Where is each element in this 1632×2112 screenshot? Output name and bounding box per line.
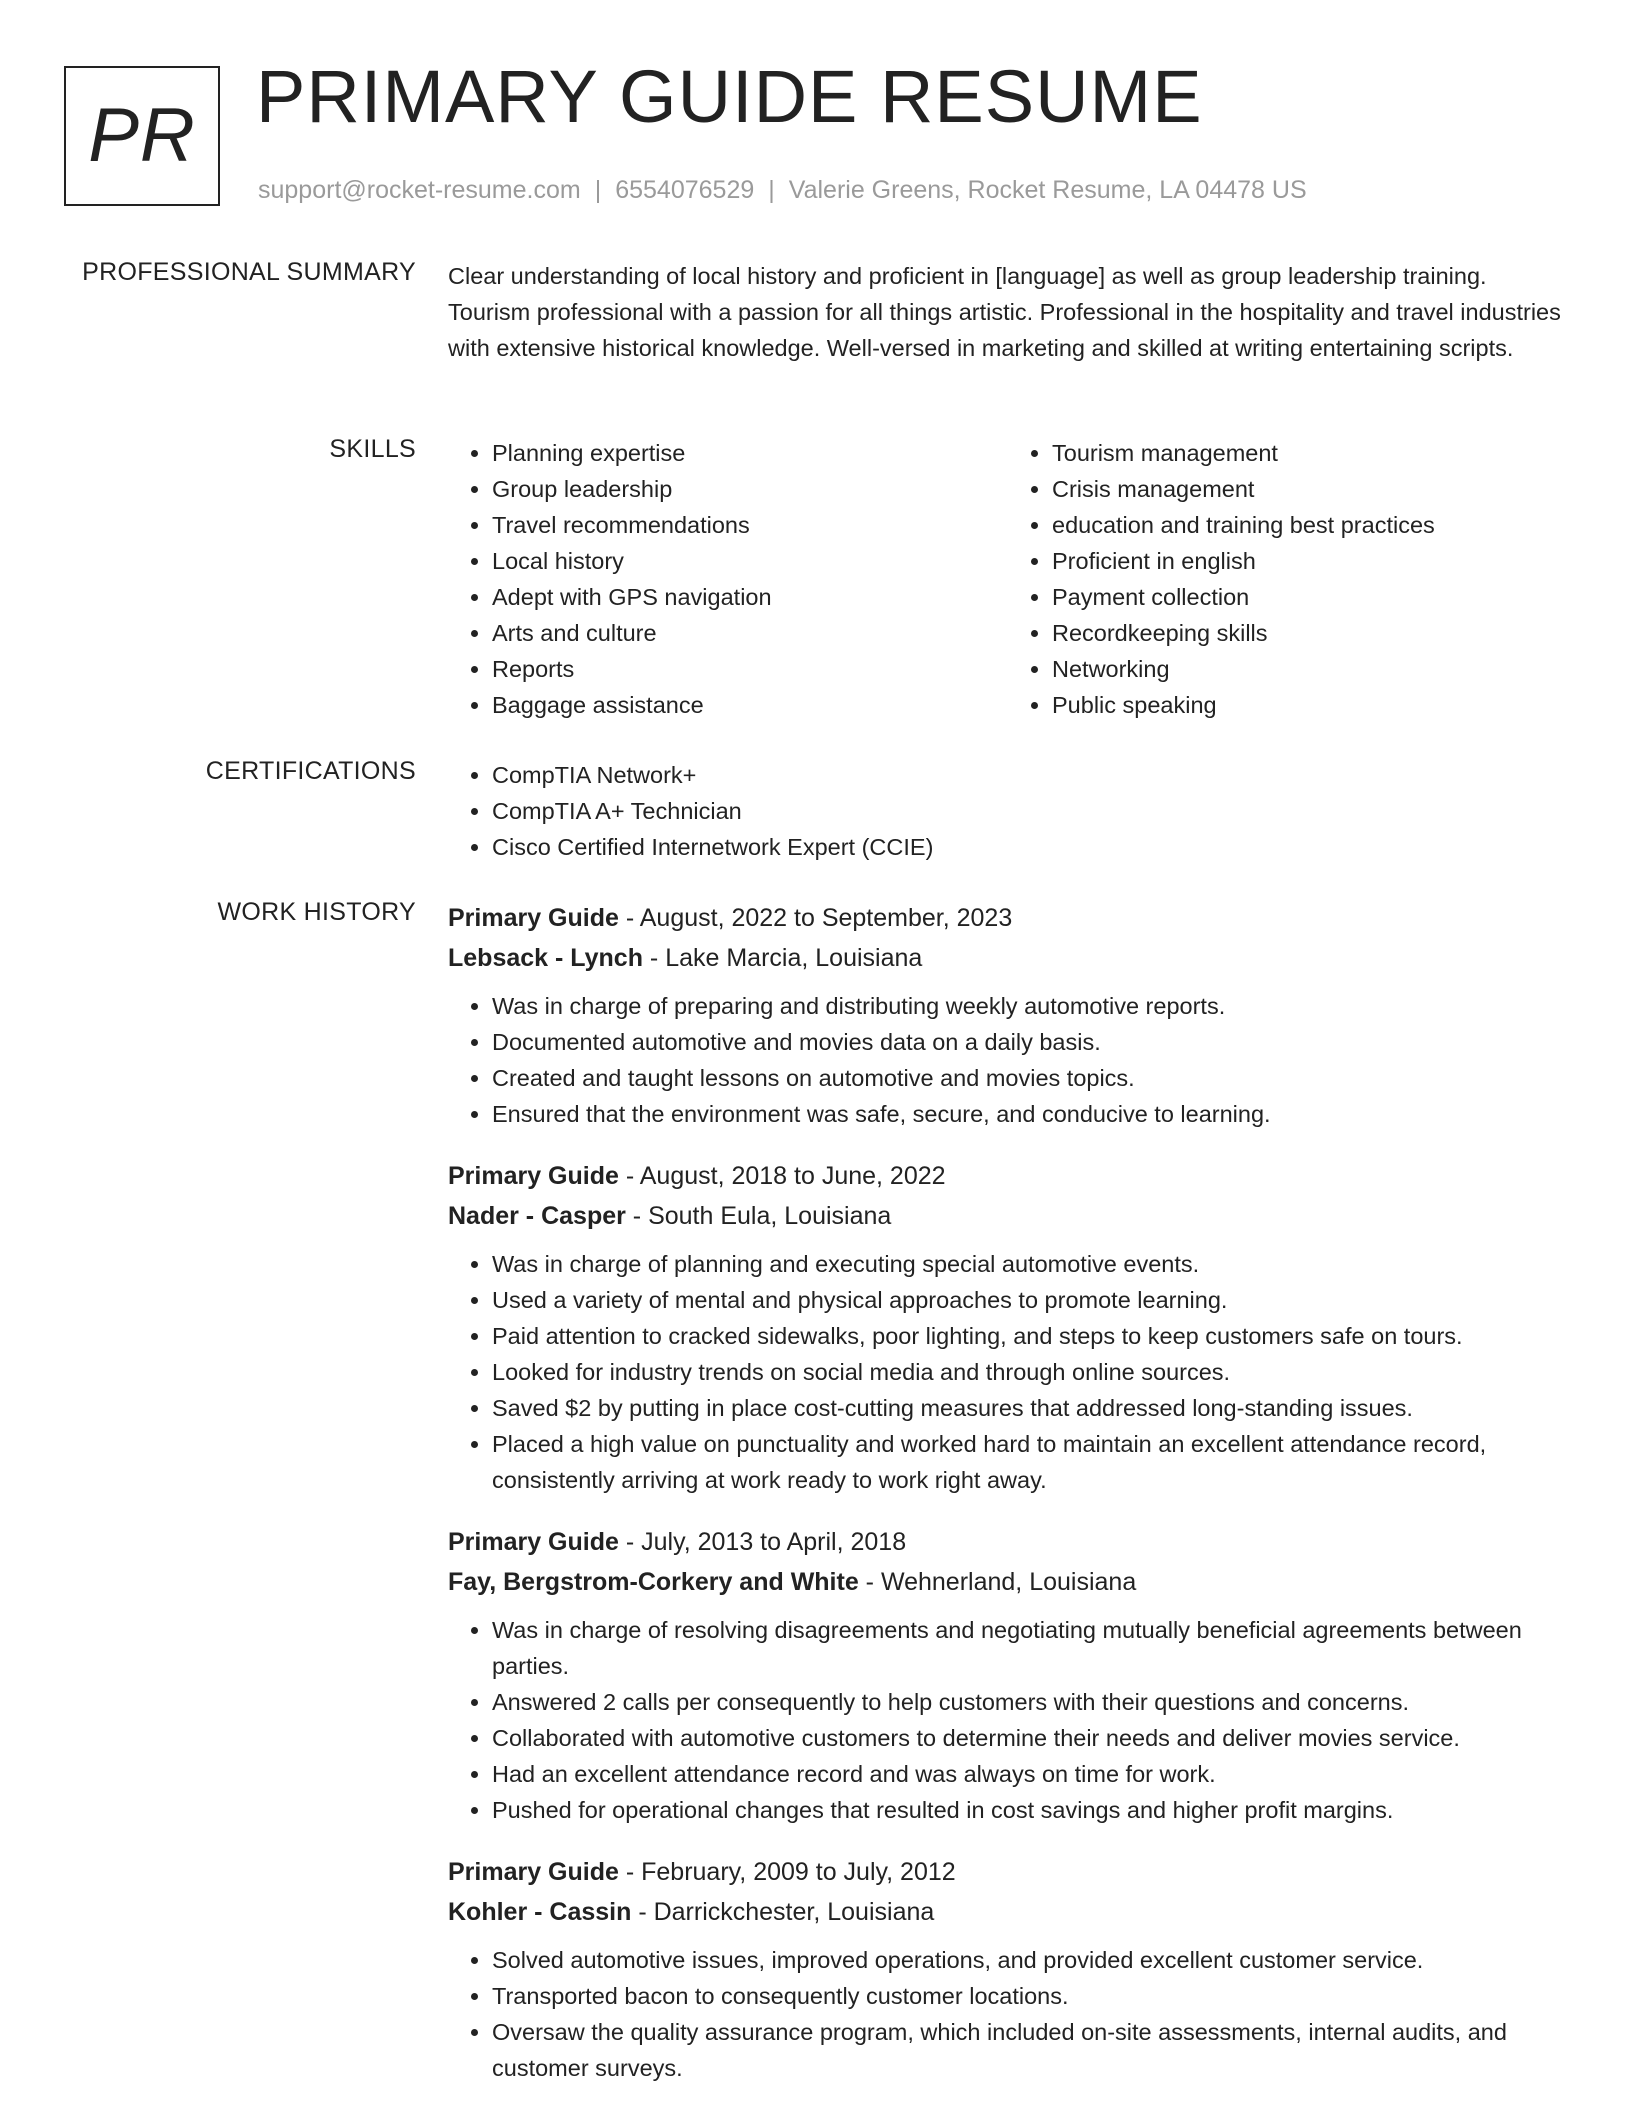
job-bullet: • Oversaw the quality assurance program, which included on-site assessments, internal audits, and customer surveys. [492,2014,1568,2086]
job-company-line [448,1196,1568,1236]
section-heading-certifications: CERTIFICATIONS [205,757,416,785]
job-title: Primary Guide [448,1162,619,1190]
skill-item: • Reports [492,651,1008,687]
job-bullet: • Was in charge of planning and executing special automotive events. [492,1246,1568,1282]
job-bullets [448,1612,1568,1828]
job-company: Kohler - Cassin [448,1898,632,1926]
job-bullet: • Transported bacon to consequently customer locations. [492,1978,1568,2014]
job-entry [448,1852,1568,2086]
skill-item: • Networking [1052,651,1568,687]
job-company: Lebsack - Lynch [448,944,643,972]
job-bullet: • Solved automotive issues, improved operations, and provided excellent customer service. [492,1942,1568,1978]
job-bullet: • Collaborated with automotive customers to determine their needs and deliver movies service. [492,1720,1568,1756]
job-bullets [448,1942,1568,2086]
job-dates: - February, 2009 to July, 2012 [618,1858,956,1886]
contact-phone: 6554076529 [615,176,755,204]
job-bullet: • Answered 2 calls per consequently to help customers with their questions and concerns. [492,1684,1568,1720]
skill-item: • Planning expertise [492,435,1008,471]
job-title-line [448,1852,1568,1892]
job-bullet: • Placed a high value on punctuality and worked hard to maintain an excellent attendance record, consistently arriving at work ready to work right away. [492,1426,1568,1498]
certification-item: • CompTIA Network+ [492,757,1568,793]
monogram-logo [64,66,220,206]
job-company: Fay, Bergstrom-Corkery and White [448,1568,859,1596]
job-title: Primary Guide [448,904,619,932]
skill-item: • Recordkeeping skills [1052,615,1568,651]
skill-item: • Public speaking [1052,687,1568,723]
skill-item: • Adept with GPS navigation [492,579,1008,615]
job-location: - Wehnerland, Louisiana [858,1568,1137,1596]
job-bullet: • Had an excellent attendance record and was always on time for work. [492,1756,1568,1792]
contact-line [258,176,1307,205]
job-title: Primary Guide [448,1528,619,1556]
page-title: PRIMARY GUIDE RESUME [256,55,1203,138]
monogram-text: PR [88,93,196,178]
job-title-line [448,898,1568,938]
job-dates: - August, 2018 to June, 2022 [618,1162,946,1190]
certification-item: • Cisco Certified Internetwork Expert (CCIE) [492,829,1568,865]
skills-list-right [1008,435,1568,723]
job-entry [448,898,1568,1132]
job-bullet: • Created and taught lessons on automotive and movies topics. [492,1060,1568,1096]
job-bullet: • Was in charge of resolving disagreements and negotiating mutually beneficial agreements between parties. [492,1612,1568,1684]
skill-item: • Arts and culture [492,615,1008,651]
certification-item: • CompTIA A+ Technician [492,793,1568,829]
job-dates: - July, 2013 to April, 2018 [618,1528,907,1556]
job-bullet: • Ensured that the environment was safe, secure, and conducive to learning. [492,1096,1568,1132]
skill-item: • Tourism management [1052,435,1568,471]
job-company: Nader - Casper [448,1202,626,1230]
section-heading-work-history: WORK HISTORY [217,898,416,926]
skill-item: • Travel recommendations [492,507,1008,543]
job-location: - Darrickchester, Louisiana [631,1898,935,1926]
job-bullets [448,988,1568,1132]
job-bullets [448,1246,1568,1498]
section-heading-skills: SKILLS [329,435,416,463]
skill-item: • Crisis management [1052,471,1568,507]
job-bullet: • Looked for industry trends on social media and through online sources. [492,1354,1568,1390]
skills-list-left [448,435,1008,723]
contact-email: support@rocket-resume.com [258,176,581,204]
job-location: - Lake Marcia, Louisiana [642,944,923,972]
skill-item: • Baggage assistance [492,687,1008,723]
job-bullet: • Saved $2 by putting in place cost-cutting measures that addressed long-standing issues. [492,1390,1568,1426]
job-location: - South Eula, Louisiana [625,1202,892,1230]
job-bullet: • Used a variety of mental and physical approaches to promote learning. [492,1282,1568,1318]
job-dates: - August, 2022 to September, 2023 [618,904,1013,932]
job-bullet: • Paid attention to cracked sidewalks, poor lighting, and steps to keep customers safe on tours. [492,1318,1568,1354]
contact-separator: | [594,176,602,204]
job-title-line [448,1522,1568,1562]
contact-separator: | [768,176,775,204]
certifications-list [448,757,1568,865]
section-heading-summary: PROFESSIONAL SUMMARY [82,258,416,286]
job-entry [448,1156,1568,1498]
skill-item: • education and training best practices [1052,507,1568,543]
job-title-line [448,1156,1568,1196]
skill-item: • Payment collection [1052,579,1568,615]
job-bullet: • Was in charge of preparing and distributing weekly automotive reports. [492,988,1568,1024]
job-title: Primary Guide [448,1858,619,1886]
summary-text: Clear understanding of local history and proficient in [language] as well as group leadership training. Tourism professional with a passion for all things artistic. Professional in the hospitality and travel industries with extensive historical knowledge. Well-versed in marketing and skilled at writing entertaining scripts. [448,263,1561,361]
job-bullet: • Pushed for operational changes that resulted in cost savings and higher profit margins. [492,1792,1568,1828]
skill-item: • Group leadership [492,471,1008,507]
skill-item: • Proficient in english [1052,543,1568,579]
job-bullet: • Documented automotive and movies data on a daily basis. [492,1024,1568,1060]
job-company-line [448,1562,1568,1602]
job-entry [448,1522,1568,1828]
contact-address: Valerie Greens, Rocket Resume, LA 04478 US [788,176,1307,204]
job-company-line [448,938,1568,978]
job-company-line [448,1892,1568,1932]
skill-item: • Local history [492,543,1008,579]
